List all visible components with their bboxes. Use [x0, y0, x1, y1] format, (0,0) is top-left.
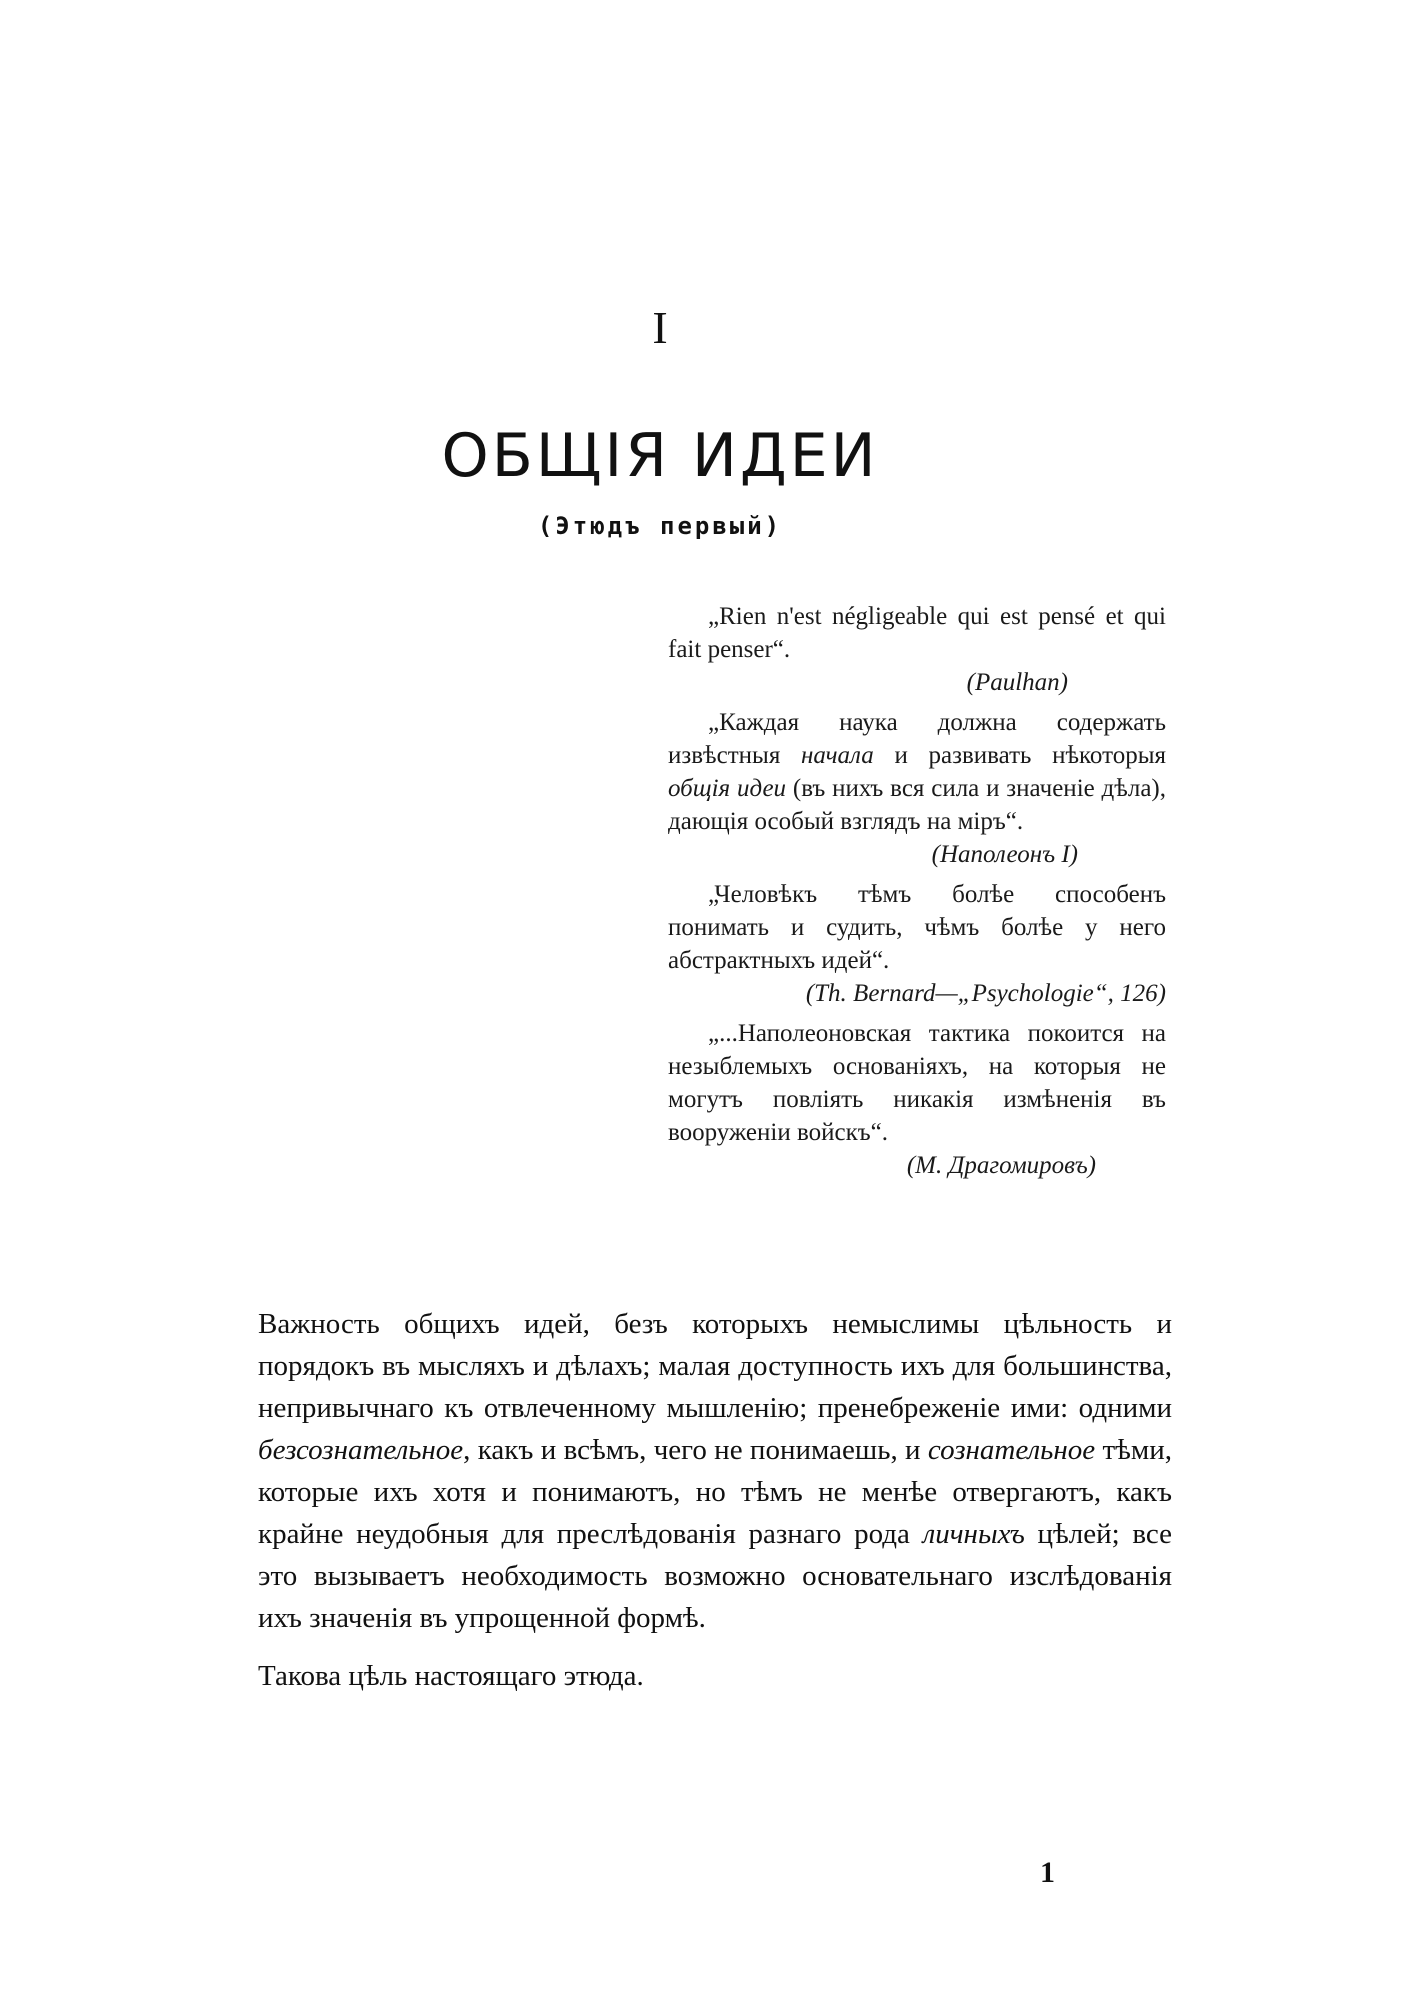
epigraph-source: (Th. Bernard—„Psychologie“, 126) [805, 980, 1166, 1007]
body-paragraph-1: Важность общихъ идей, безъ которыхъ немыслимы цѣльность и порядокъ въ мысляхъ и дѣлахъ; малая доступность ихъ для большинства, непривычнаго къ отвлеченному мышленію; пренебреженіе ими: одними безсознательное, какъ и всѣмъ, чего не понимаешь, и сознательное тѣми, которые ихъ хотя и понимаютъ, но тѣмъ не менѣе отвергаютъ, какъ крайне неудобныя для преслѣдованія разнаго рода личныхъ цѣлей; все это вызываетъ необходимость возможно основательнаго изслѣдованія ихъ значенія въ упрощенной формѣ. [258, 1308, 1173, 1634]
page-number: 1 [1040, 1856, 1055, 1889]
epigraph-source: (Наполеонъ I) [931, 841, 1078, 868]
body-text [258, 1303, 1172, 1697]
epigraph-source: (Paulhan) [966, 669, 1068, 696]
chapter-number: I [652, 302, 668, 353]
epigraph-text: „Человѣкъ тѣмъ болѣе способенъ понимать и судить, чѣмъ болѣе у него абстрактныхъ идей“. [668, 881, 1166, 974]
chapter-subtitle: (Этюдъ первый) [537, 512, 783, 540]
epigraph-text: „...Наполеоновская тактика покоится на незыблемыхъ основаніяхъ, на которыя не могутъ повліять никакія измѣненія въ вооруженіи войскъ“. [668, 1020, 1166, 1146]
epigraph-text: „Rien n'est négligeable qui est pensé et qui fait penser“. [668, 603, 1166, 663]
body-paragraph-2: Такова цѣль настоящаго этюда. [258, 1660, 644, 1692]
chapter-title: ОБЩІЯ ИДЕИ [441, 421, 879, 491]
epigraph-bernard [668, 878, 1166, 1010]
epigraphs-block [668, 600, 1166, 1189]
epigraph-paulhan [668, 600, 1166, 699]
epigraph-napoleon [668, 706, 1166, 871]
epigraph-text: „Каждая наука должна содержать извѣстныя начала и развивать нѣкоторыя общія идеи (въ нихъ вся сила и значеніе дѣла), дающія особый взглядъ на міръ“. [668, 709, 1166, 835]
epigraph-source: (М. Драгомировъ) [906, 1152, 1096, 1179]
epigraph-dragomirov [668, 1017, 1166, 1182]
